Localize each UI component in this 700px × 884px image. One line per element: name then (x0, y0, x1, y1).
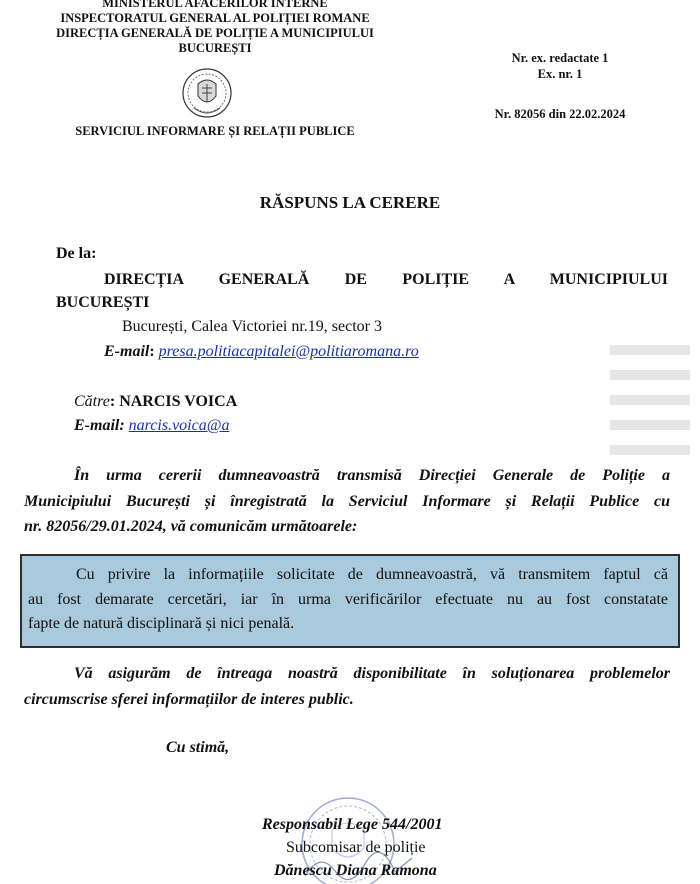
watermark-decoration (600, 330, 700, 470)
recipient-row: Către: NARCIS VOICA (74, 393, 238, 410)
closing-line-2: circumscrise sferei informațiilor de interes public. (24, 691, 354, 708)
police-emblem-icon (180, 64, 234, 122)
copies-count: Nr. ex. redactate 1 (511, 51, 609, 65)
sender-email-row: E-mail: presa.politiacapitalei@politiaromana.ro (104, 343, 419, 360)
document-meta (470, 50, 650, 82)
answer-line-1: Cu privire la informațiile solicitate de dumneavoastră, vă transmitem faptul că (76, 566, 668, 583)
intro-line-1: În urma cererii dumneavoastră transmisă Direcției Generale de Poliție a (74, 467, 670, 484)
registry-number: Nr. 82056 din 22.02.2024 (494, 107, 626, 121)
intro-line-2: Municipiului București și înregistrată la Serviciul Informare și Relații Publice cu (24, 493, 670, 510)
sender-name-line2: BUCUREȘTI (56, 294, 150, 311)
recipient-label: Către (74, 393, 110, 410)
header-inspectorate: INSPECTORATUL GENERAL AL POLIȚIEI ROMANE (60, 11, 370, 25)
sender-email-label: E-mail (104, 343, 150, 360)
recipient-email-link[interactable]: narcis.voica@a (128, 417, 230, 434)
recipient-name: NARCIS VOICA (119, 393, 238, 410)
answer-line-3: fapte de natură disciplinară și nici penală. (28, 615, 295, 632)
sender-email-link[interactable]: presa.politiacapitalei@politiaromana.ro (158, 343, 419, 360)
service-name: SERVICIUL INFORMARE ȘI RELAȚII PUBLICE (75, 124, 355, 138)
recipient-email-label: E-mail: (74, 417, 125, 434)
sender-label: De la: (56, 245, 97, 262)
signature-name: Dănescu Diana Ramona (274, 862, 437, 879)
header-ministry: MINISTERUL AFACERILOR INTERNE (102, 0, 328, 10)
sender-name-line1: DIRECȚIA GENERALĂ DE POLIȚIE A MUNICIPIULUI (104, 271, 668, 288)
signature-scribble (300, 846, 420, 884)
copy-number: Ex. nr. 1 (537, 67, 583, 81)
signature-rank: Subcomisar de poliție (286, 839, 426, 856)
recipient-email-row (74, 416, 229, 436)
header-block (30, 0, 400, 56)
salutation: Cu stimă, (166, 739, 230, 756)
header-city: BUCUREȘTI (178, 41, 252, 55)
header-directorate: DIRECȚIA GENERALĂ DE POLIȚIE A MUNICIPIULUI (56, 26, 374, 40)
answer-line-2: au fost demarate cercetări, iar în urma verificărilor efectuate nu au fost constatate (28, 591, 668, 608)
intro-line-3: nr. 82056/29.01.2024, vă comunicăm următoarele: (24, 518, 358, 535)
closing-line-1: Vă asigurăm de întreaga noastră disponibilitate în soluționarea problemelor (74, 665, 670, 682)
page-title: RĂSPUNS LA CERERE (259, 193, 441, 212)
sender-address: București, Calea Victoriei nr.19, sector 3 (122, 318, 383, 335)
signature-role: Responsabil Lege 544/2001 (262, 816, 443, 833)
